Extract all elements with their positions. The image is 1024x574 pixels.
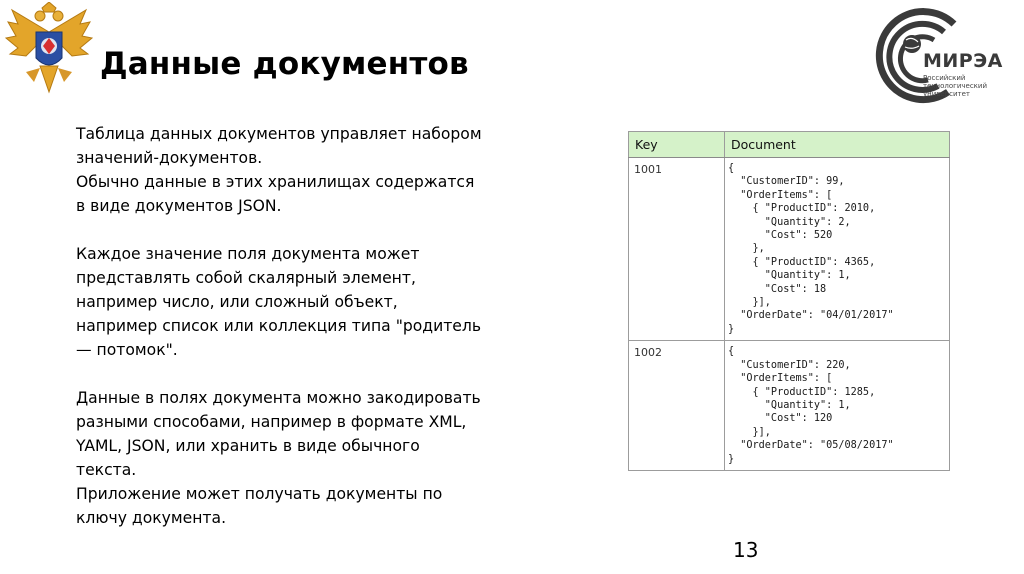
logo-subtitle	[923, 74, 1013, 98]
double-headed-eagle-icon	[4, 2, 94, 100]
logo-subtitle-line: Российский	[923, 74, 966, 82]
text-line: значений-документов.	[76, 149, 263, 167]
university-logo	[868, 0, 1024, 104]
table-row	[629, 158, 950, 341]
key-cell: 1002	[629, 341, 725, 471]
logo-name: МИРЭА	[923, 50, 1003, 72]
table-row	[629, 341, 950, 471]
key-cell: 1001	[629, 158, 725, 341]
text-line: в виде документов JSON.	[76, 197, 282, 215]
text-line: например число, или сложный объект,	[76, 293, 398, 311]
paragraph	[76, 122, 536, 218]
text-line: например список или коллекция типа "родитель	[76, 317, 482, 335]
column-header-key: Key	[629, 132, 725, 158]
ministry-emblem	[4, 2, 94, 100]
text-line: Таблица данных документов управляет набором	[76, 125, 482, 143]
text-line: текста.	[76, 461, 137, 479]
logo-subtitle-line: университет	[923, 90, 971, 98]
table-header-row	[629, 132, 950, 158]
text-line: разными способами, например в формате XML,	[76, 413, 467, 431]
documents-table	[628, 131, 950, 471]
page-number: 13	[733, 538, 759, 562]
column-header-document: Document	[725, 132, 950, 158]
text-line: Данные в полях документа можно закодировать	[76, 389, 481, 407]
paragraph	[76, 386, 536, 530]
description-text	[76, 122, 536, 530]
text-line: Приложение может получать документы по	[76, 485, 443, 503]
text-line: Обычно данные в этих хранилищах содержатся	[76, 173, 475, 191]
paragraph	[76, 242, 536, 362]
document-cell: { "CustomerID": 220, "OrderItems": [ { "ProductID": 1285, "Quantity": 1, "Cost": 120 }], "OrderDate": "05/08/2017" }	[725, 341, 950, 471]
text-line: — потомок".	[76, 341, 178, 359]
text-line: YAML, JSON, или хранить в виде обычного	[76, 437, 420, 455]
text-line: представлять собой скалярный элемент,	[76, 269, 416, 287]
text-line: ключу документа.	[76, 509, 227, 527]
document-cell: { "CustomerID": 99, "OrderItems": [ { "ProductID": 2010, "Quantity": 2, "Cost": 520 }, { "ProductID": 4365, "Quantity": 1, "Cost": 18 }], "OrderDate": "04/01/2017" }	[725, 158, 950, 341]
logo-subtitle-line: технологический	[923, 82, 987, 90]
text-line: Каждое значение поля документа может	[76, 245, 420, 263]
page-title: Данные документов	[100, 46, 469, 82]
